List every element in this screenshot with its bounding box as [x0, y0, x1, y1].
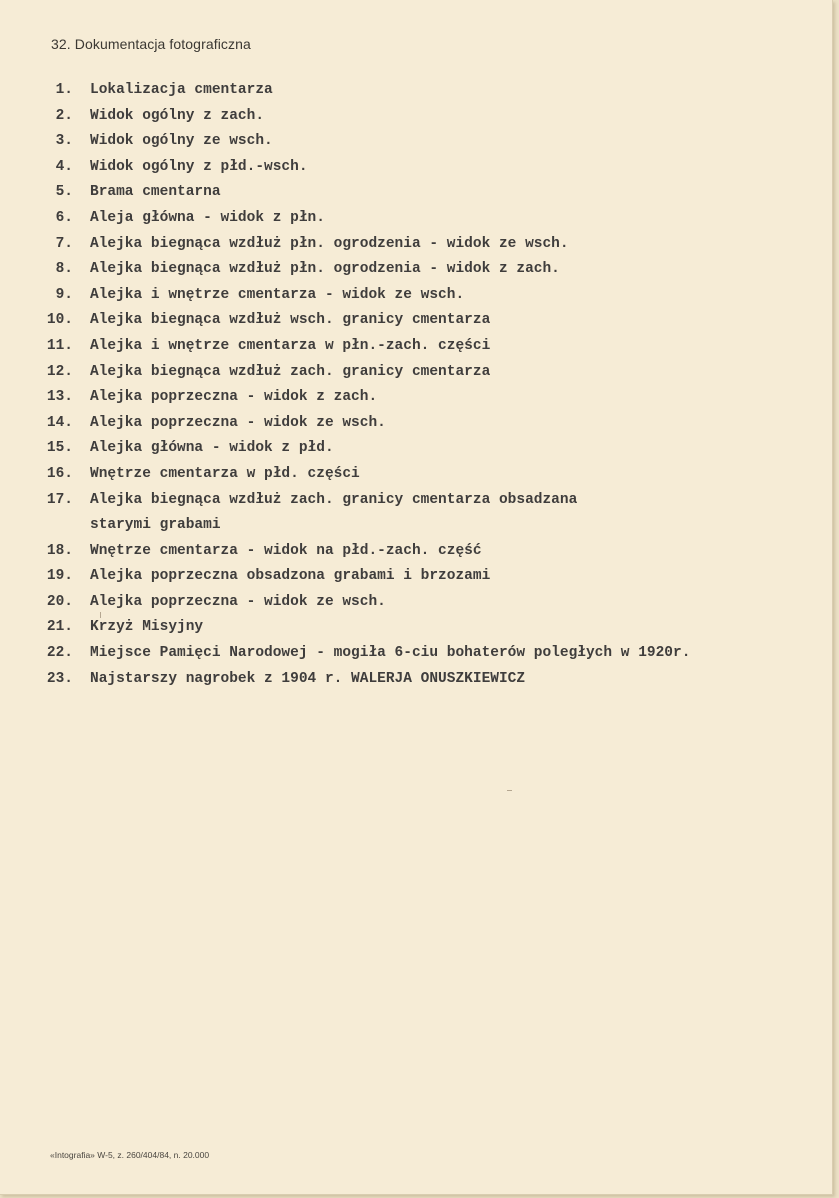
list-item: [0, 436, 832, 462]
list-item: [0, 667, 832, 693]
print-footer: «Intografia» W-5, z. 260/404/84, n. 20.000: [50, 1150, 210, 1160]
item-text: Alejka i wnętrze cmentarza - widok ze wsch.: [90, 286, 465, 303]
item-text: Krzyż Misyjny: [90, 619, 204, 636]
list-item: [0, 155, 832, 181]
item-number: 19.: [46, 568, 73, 585]
item-number: 23.: [46, 670, 73, 687]
list-item: [0, 641, 832, 667]
item-text: Brama cmentarna: [90, 184, 221, 201]
item-text: Widok ogólny ze wsch.: [90, 133, 273, 150]
item-number: 13.: [46, 389, 73, 406]
list-item: [0, 334, 832, 360]
item-text: Alejka poprzeczna - widok ze wsch.: [90, 414, 386, 431]
item-text: Alejka poprzeczna obsadzona grabami i brzozami: [90, 568, 491, 585]
list-item: [0, 78, 832, 104]
item-text: Alejka biegnąca wzdłuż płn. ogrodzenia - widok ze wsch.: [90, 235, 569, 252]
item-text: Alejka poprzeczna - widok z zach.: [90, 389, 378, 406]
item-text: Widok ogólny z płd.-wsch.: [90, 158, 308, 175]
item-number: 8.: [55, 261, 73, 278]
item-number: 22.: [46, 645, 73, 662]
item-number: 12.: [46, 363, 73, 380]
item-text: Alejka biegnąca wzdłuż zach. granicy cmentarza obsadzana: [90, 491, 578, 508]
list-item: [0, 462, 832, 488]
list-item: [0, 411, 832, 437]
list-item: [0, 232, 832, 258]
item-number: 9.: [55, 286, 73, 303]
list-item: [0, 385, 832, 411]
item-text: Wnętrze cmentarza - widok na płd.-zach. część: [90, 542, 482, 559]
item-text: Alejka i wnętrze cmentarza w płn.-zach. części: [90, 337, 491, 354]
item-text: Najstarszy nagrobek z 1904 r. WALERJA ONUSZKIEWICZ: [90, 670, 526, 687]
item-text: Lokalizacja cmentarza: [90, 82, 273, 98]
list-item: [0, 539, 832, 565]
item-text: Alejka biegnąca wzdłuż wsch. granicy cmentarza: [90, 312, 491, 329]
item-text: Wnętrze cmentarza w płd. części: [90, 465, 360, 482]
item-number: 14.: [46, 414, 73, 431]
list-item: [0, 257, 832, 283]
item-text-continuation: starymi grabami: [90, 517, 221, 534]
paper-mark: [100, 612, 101, 618]
list-item: [0, 206, 832, 232]
list-item: [0, 104, 832, 130]
paper-mark: [507, 790, 512, 791]
item-number: 21.: [46, 619, 73, 636]
item-text: Widok ogólny z zach.: [90, 107, 265, 124]
item-number: 1.: [55, 82, 73, 98]
item-number: 15.: [46, 440, 73, 457]
item-text: Alejka biegnąca wzdłuż zach. granicy cmentarza: [90, 363, 491, 380]
item-text: Miejsce Pamięci Narodowej - mogiła 6-ciu bohaterów poległych w 1920r.: [90, 645, 691, 662]
item-number: 17.: [46, 491, 73, 508]
item-number: 5.: [55, 184, 73, 201]
list-item: [0, 488, 832, 539]
list-item: [0, 283, 832, 309]
list-item: [0, 590, 832, 616]
item-text: Alejka biegnąca wzdłuż płn. ogrodzenia - widok z zach.: [90, 261, 560, 278]
item-number: 6.: [55, 209, 73, 226]
item-text: Alejka główna - widok z płd.: [90, 440, 334, 457]
item-number: 2.: [55, 107, 73, 124]
item-number: 18.: [46, 542, 73, 559]
item-text: Alejka poprzeczna - widok ze wsch.: [90, 593, 386, 610]
list-item: [0, 564, 832, 590]
item-text: Aleja główna - widok z płn.: [90, 209, 325, 226]
list-item: [0, 360, 832, 386]
item-number: 7.: [55, 235, 73, 252]
list-item: [0, 129, 832, 155]
item-number: 11.: [46, 337, 73, 354]
list-item: [0, 615, 832, 641]
item-number: 20.: [46, 593, 73, 610]
item-number: 4.: [55, 158, 73, 175]
section-heading: 32. Dokumentacja fotograficzna: [51, 36, 251, 52]
photo-documentation-list: [0, 78, 832, 692]
list-item: [0, 308, 832, 334]
item-number: 10.: [46, 312, 73, 329]
list-item: [0, 180, 832, 206]
item-number: 16.: [46, 465, 73, 482]
item-number: 3.: [55, 133, 73, 150]
